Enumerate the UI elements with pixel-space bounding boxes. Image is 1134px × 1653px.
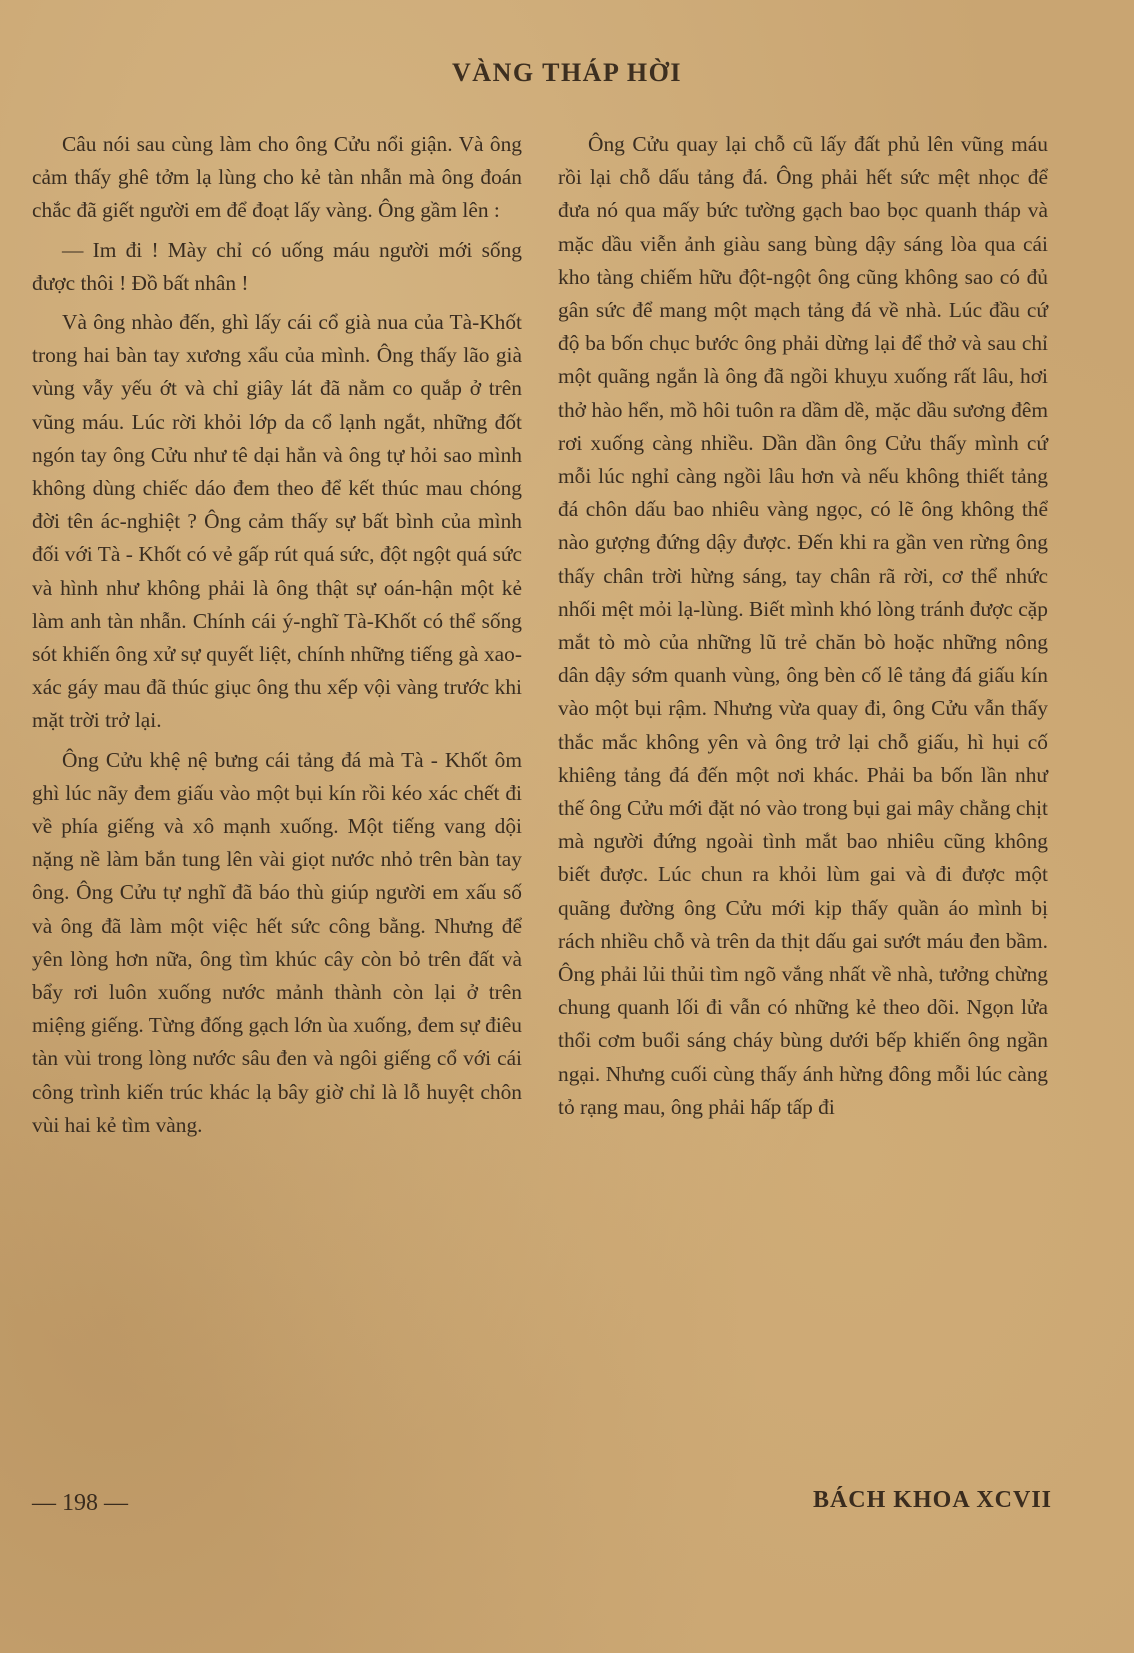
page-number: — 198 — [32,1490,128,1516]
paragraph: Ông Cửu quay lại chỗ cũ lấy đất phủ lên vũng máu rồi lại chỗ dấu tảng đá. Ông phải hết sức mệt nhọc để đưa nó qua mấy bức tường gạch bao bọc quanh tháp và mặc dầu viễn ảnh giàu sang bùng dậy sáng lòa qua cái kho tàng chiếm hữu đột-ngột ông cũng không sao có đủ gân sức để mang một mạch tảng đá về nhà. Lúc đầu cứ độ ba bốn chục bước ông phải dừng lại để thở và sau chỉ một quãng ngắn là ông đã ngồi khuỵu xuống rất lâu, hơi thở hào hển, mồ hôi tuôn ra dầm dề, mặc dầu sương đêm rơi xuống càng nhiều. Dần dần ông Cửu thấy mình cứ mỗi lúc nghỉ càng ngồi lâu hơn và nếu không thiết tảng đá chôn dấu bao nhiêu vàng ngọc, có lẽ ông không thể nào gượng đứng dậy được. Đến khi ra gần ven rừng ông thấy chân trời hừng sáng, tay chân rã rời, cơ thể nhức nhối mệt mỏi lạ-lùng. Biết mình khó lòng tránh được cặp mắt tò mò của những lũ trẻ chăn bò hoặc những nông dân dậy sớm quanh vùng, ông bèn cố lê tảng đá giấu kín vào một bụi rậm. Nhưng vừa quay đi, ông Cửu vẫn thấy thắc mắc không yên và ông trở lại chỗ giấu, hì hụi cố khiêng tảng đá đến một nơi khác. Phải ba bốn lần như thế ông Cửu mới đặt nó vào trong bụi gai mây chằng chịt mà người đứng ngoài tình mắt bao nhiêu cũng không biết được. Lúc chun ra khỏi lùm gai và đi được một quãng đường ông Cửu mới kịp thấy quần áo mình bị rách nhiều chỗ và trên da thịt dấu gai sướt máu đen bầm. Ông phải lủi thủi tìm ngõ vắng nhất về nhà, tưởng chừng chung quanh lối đi vẫn có những kẻ theo dõi. Ngọn lửa thổi cơm buổi sáng cháy bùng dưới bếp khiến ông ngần ngại. Nhưng cuối cùng thấy ánh hừng đông mỗi lúc càng tỏ rạng mau, ông phải hấp tấp đi [558,132,1048,1119]
running-header-title: VÀNG THÁP HỜI [452,58,682,87]
right-text-column [558,128,1048,1130]
paragraph: — Im đi ! Mày chỉ có uống máu người mới sống được thôi ! Đồ bất nhân ! [32,237,522,295]
paragraph: Ông Cửu khệ nệ bưng cái tảng đá mà Tà - Khốt ôm ghì lúc nãy đem giấu vào một bụi kín rồi kéo xác chết đi về phía giếng và xô mạnh xuống. Một tiếng vang dội nặng nề làm bắn tung lên vài giọt nước nhỏ trên bàn tay ông. Ông Cửu tự nghĩ đã báo thù giúp người em xấu số và ông đã làm một việc hết sức công bằng. Nhưng để yên lòng hơn nữa, ông tìm khúc cây còn bỏ trên đất và bẩy rơi luôn xuống nước mảnh thành còn lại ở trên miệng giếng. Từng đống gạch lớn ùa xuống, đem sự điêu tàn vùi trong lòng nước sâu đen và ngôi giếng cổ với cái công trình kiến trúc khác lạ bây giờ chỉ là lỗ huyệt chôn vùi hai kẻ tìm vàng. [32,747,522,1137]
left-text-column [32,128,522,1148]
paragraph: Câu nói sau cùng làm cho ông Cửu nổi giận. Và ông cảm thấy ghê tởm lạ lùng cho kẻ tàn nhẫn mà ông đoán chắc đã giết người em để đoạt lấy vàng. Ông gầm lên : [32,132,522,223]
publication-name: BÁCH KHOA XCVII [812,1487,1052,1513]
paragraph: Và ông nhào đến, ghì lấy cái cổ già nua của Tà-Khốt trong hai bàn tay xương xẩu của mình. Ông thấy lão già vùng vẫy yếu ớt và chỉ giây lát đã nằm co quắp ở trên vũng máu. Lúc rời khỏi lớp da cổ lạnh ngắt, những đốt ngón tay ông Cửu như tê dại hẳn và ông tự hỏi sao mình không dùng chiếc dáo đem theo để kết thúc mau chóng đời tên ác-nghiệt ? Ông cảm thấy sự bất bình của mình đối với Tà - Khốt có vẻ gấp rút quá sức, đột ngột quá sức và hình như không phải là ông thật sự oán-hận một kẻ làm anh tàn nhẫn. Chính cái ý-nghĩ Tà-Khốt có thể sống sót khiến ông xử sự quyết liệt, chính những tiếng gà xao-xác gáy mau đã thúc giục ông thu xếp vội vàng trước khi mặt trời trở lại. [32,310,522,733]
